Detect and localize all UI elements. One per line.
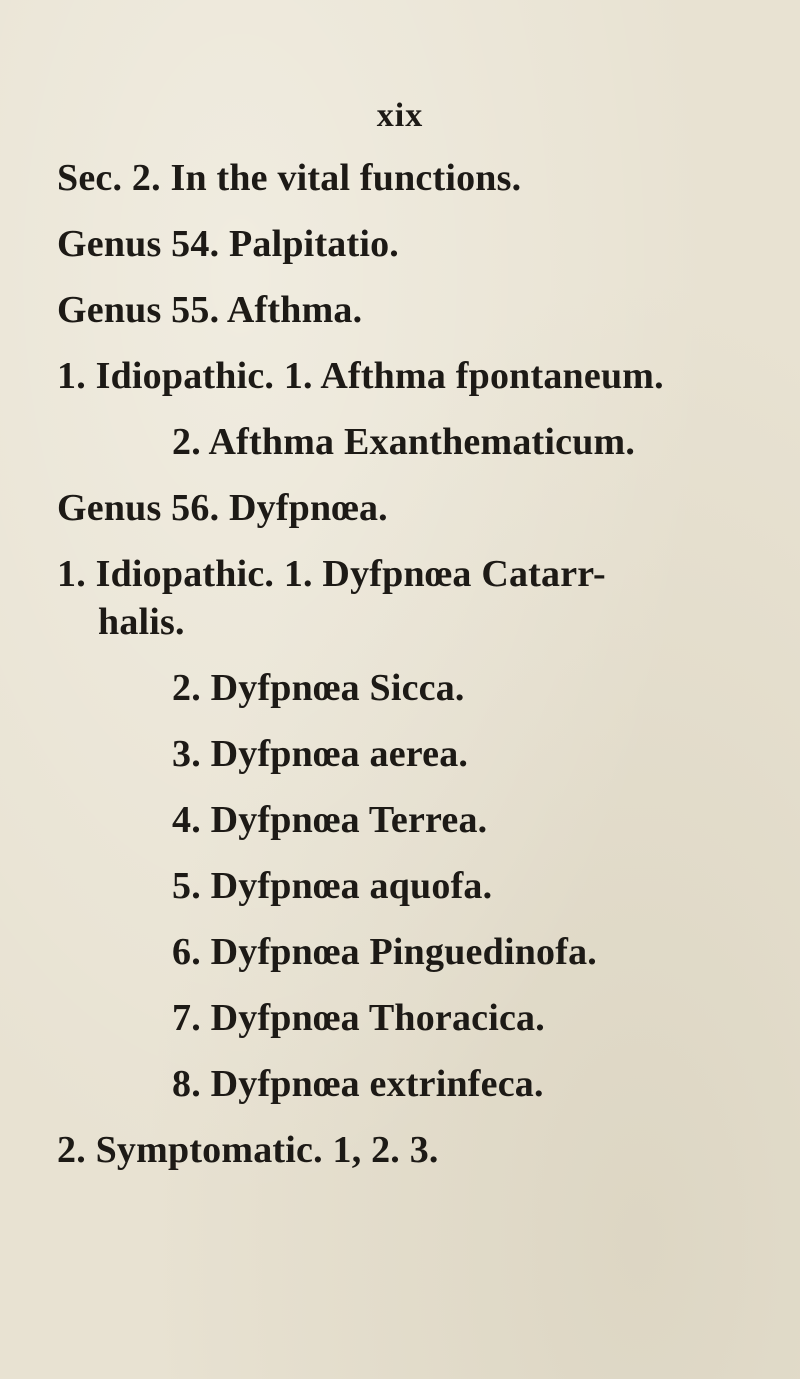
dyspnoea-item-5: 5. Dyfpnœa aquofa. xyxy=(172,865,493,907)
asthma-exanthematicum-line: 2. Afthma Exanthematicum. xyxy=(172,421,636,463)
dyspnoea-item-2: 2. Dyfpnœa Sicca. xyxy=(172,667,465,709)
genus-55-line: Genus 55. Afthma. xyxy=(57,289,363,331)
asthma-idiopathic-line: 1. Idiopathic. 1. Afthma fpontaneum. xyxy=(57,355,664,397)
section-heading: Sec. 2. In the vital functions. xyxy=(57,157,522,199)
dyspnoea-item-6: 6. Dyfpnœa Pinguedinofa. xyxy=(172,931,597,973)
dyspnoea-item-8: 8. Dyfpnœa extrinfeca. xyxy=(172,1063,544,1105)
genus-56-line: Genus 56. Dyfpnœa. xyxy=(57,487,388,529)
dyspnoea-item-4: 4. Dyfpnœa Terrea. xyxy=(172,799,488,841)
genus-54-line: Genus 54. Palpitatio. xyxy=(57,223,400,265)
symptomatic-line: 2. Symptomatic. 1, 2. 3. xyxy=(57,1129,439,1171)
dyspnoea-idiopathic-line: 1. Idiopathic. 1. Dyfpnœa Catarr- xyxy=(57,553,606,595)
dyspnoea-item-7: 7. Dyfpnœa Thoracica. xyxy=(172,997,545,1039)
dyspnoea-idiopathic-continuation: halis. xyxy=(98,601,185,643)
dyspnoea-item-3: 3. Dyfpnœa aerea. xyxy=(172,733,469,775)
page-number: xix xyxy=(376,97,424,134)
